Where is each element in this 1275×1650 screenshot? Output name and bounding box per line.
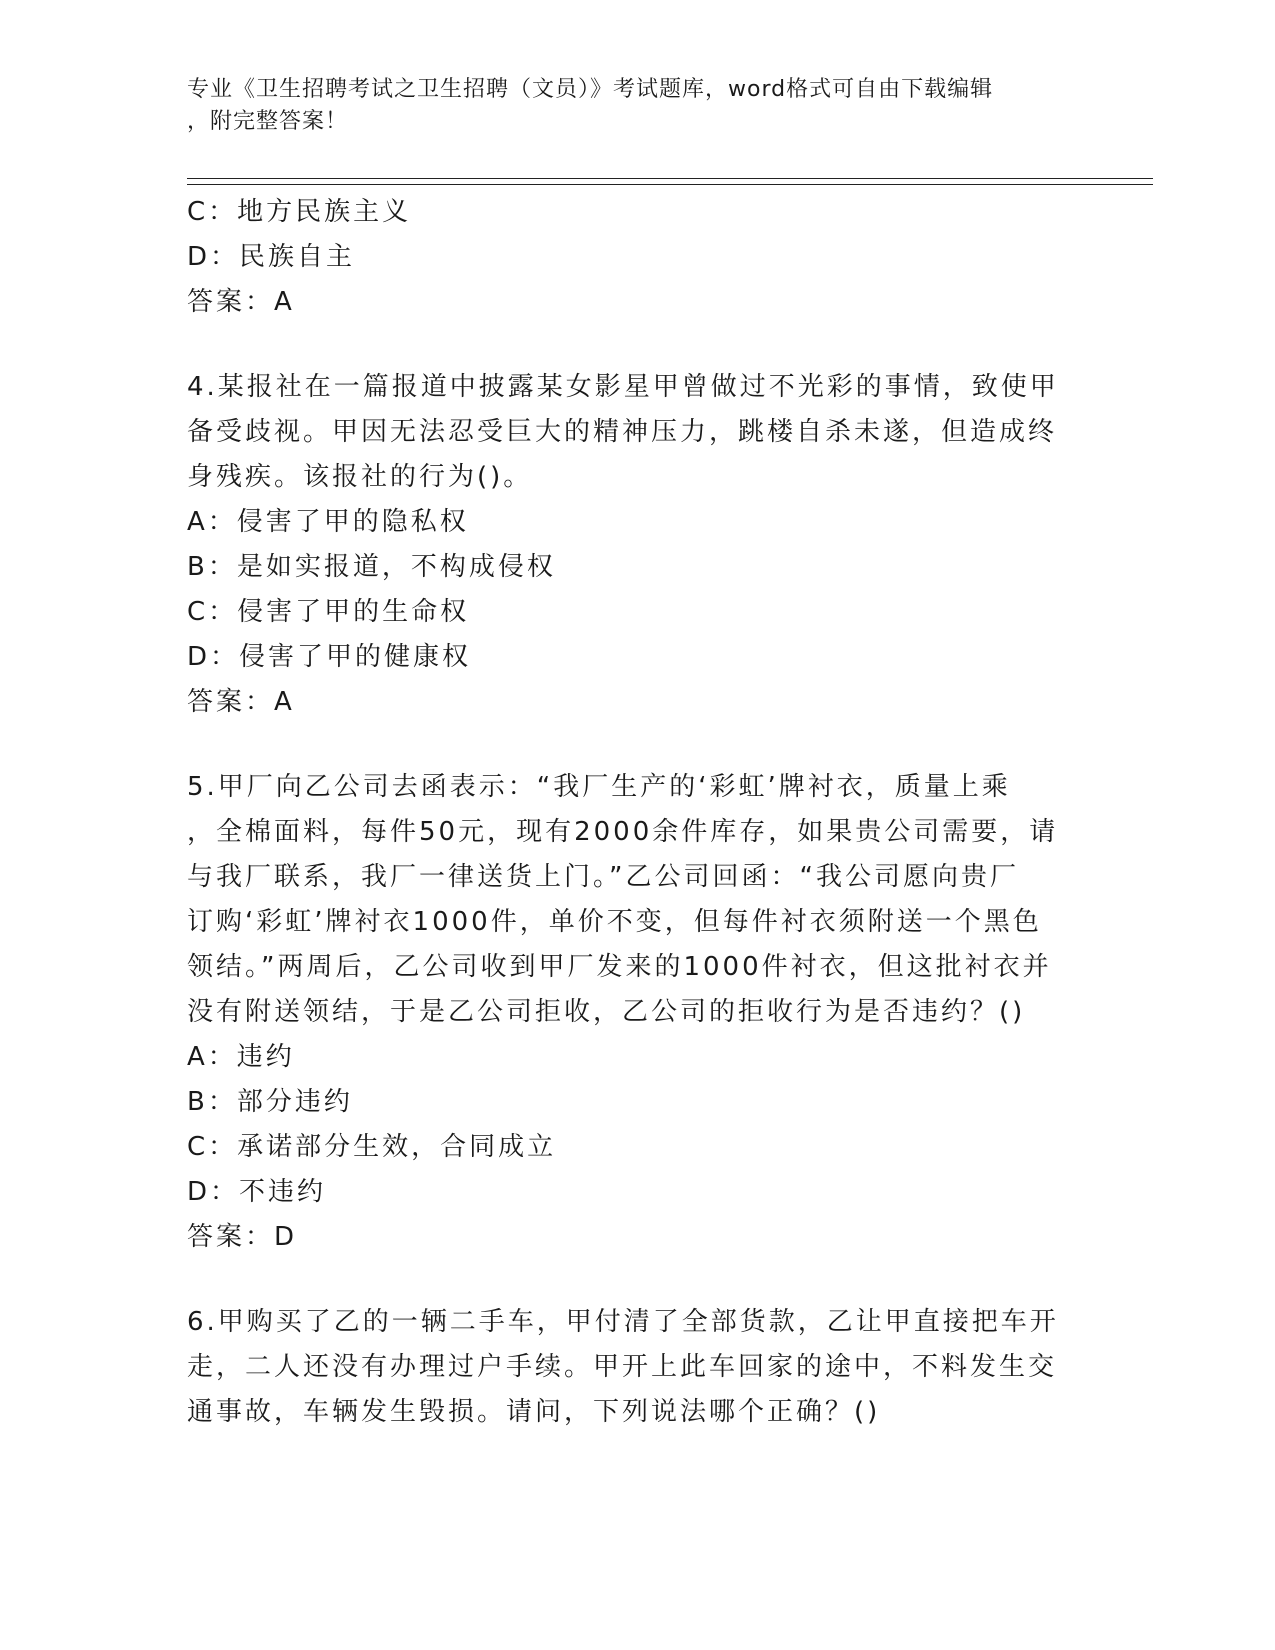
- question-text: [187, 365, 1087, 500]
- answer: 答案：D: [187, 1222, 298, 1252]
- header-line-1: 专业《卫生招聘考试之卫生招聘（文员）》考试题库，word格式可自由下载编辑: [187, 77, 994, 102]
- option-a: A：侵害了甲的隐私权: [187, 507, 469, 537]
- question-5: [187, 765, 1087, 1260]
- option-d: D：侵害了甲的健康权: [187, 642, 472, 672]
- question-line: 4.某报社在一篇报道中披露某女影星甲曾做过不光彩的事情，致使甲: [187, 372, 1059, 402]
- option-c: C：承诺部分生效，合同成立: [187, 1132, 557, 1162]
- page-header: [187, 74, 1067, 138]
- question-line: 身残疾。该报社的行为()。: [187, 462, 533, 492]
- question-line: 与我厂联系，我厂一律送货上门。”乙公司回函：“我公司愿向贵厂: [187, 862, 1019, 892]
- question-content: [187, 190, 1087, 1435]
- question-text: [187, 1300, 1087, 1435]
- option-c: C：地方民族主义: [187, 197, 412, 227]
- question-line: 5.甲厂向乙公司去函表示：“我厂生产的‘彩虹’牌衬衣，质量上乘: [187, 772, 1011, 802]
- question-line: ，全棉面料，每件50元，现有2000余件库存，如果贵公司需要，请: [187, 817, 1059, 847]
- question-line: 6.甲购买了乙的一辆二手车，甲付清了全部货款，乙让甲直接把车开: [187, 1307, 1059, 1337]
- question-line: 没有附送领结，于是乙公司拒收，乙公司的拒收行为是否违约？(): [187, 997, 1026, 1027]
- header-divider: [187, 178, 1153, 185]
- question-line: 订购‘彩虹’牌衬衣1000件，单价不变，但每件衬衣须附送一个黑色: [187, 907, 1042, 937]
- option-b: B：部分违约: [187, 1087, 353, 1117]
- question-4: [187, 365, 1087, 725]
- option-d: D：不违约: [187, 1177, 327, 1207]
- question-text: [187, 765, 1087, 1035]
- question-line: 通事故，车辆发生毁损。请问，下列说法哪个正确？(): [187, 1397, 881, 1427]
- question-line: 走，二人还没有办理过户手续。甲开上此车回家的途中，不料发生交: [187, 1352, 1058, 1382]
- question-line: 备受歧视。甲因无法忍受巨大的精神压力，跳楼自杀未遂，但造成终: [187, 417, 1058, 447]
- answer: 答案：A: [187, 287, 295, 317]
- carryover-block: [187, 190, 1087, 325]
- question-6: [187, 1300, 1087, 1435]
- option-d: D：民族自主: [187, 242, 356, 272]
- option-c: C：侵害了甲的生命权: [187, 597, 470, 627]
- answer: 答案：A: [187, 687, 295, 717]
- option-b: B：是如实报道，不构成侵权: [187, 552, 556, 582]
- header-line-2: ，附完整答案！: [187, 109, 349, 134]
- question-line: 领结。”两周后，乙公司收到甲厂发来的1000件衬衣，但这批衬衣并: [187, 952, 1052, 982]
- option-a: A：违约: [187, 1042, 295, 1072]
